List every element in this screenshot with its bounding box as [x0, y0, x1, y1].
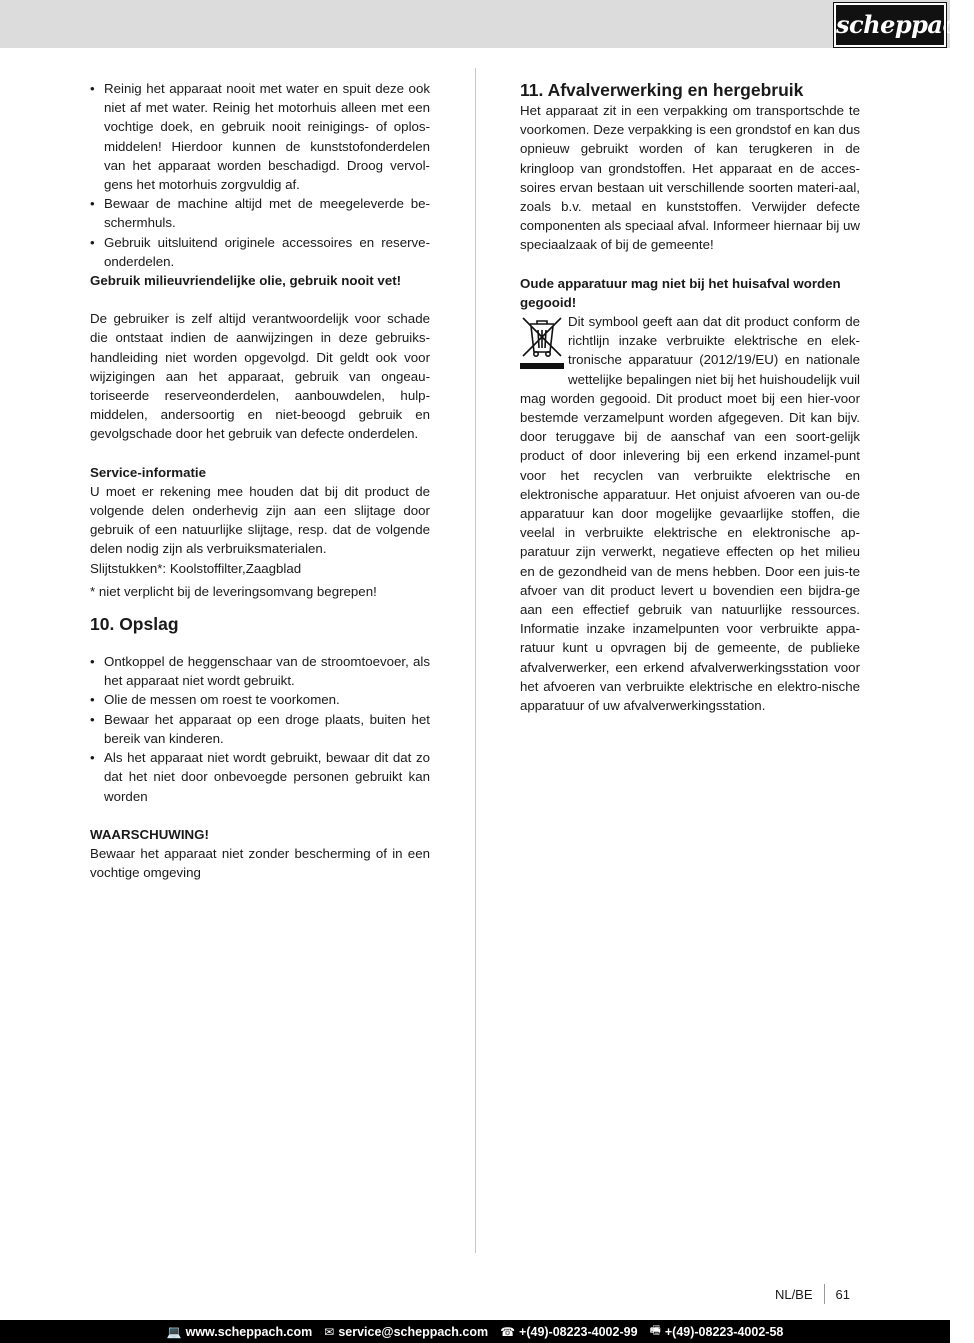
- scheppach-logo: scheppach: [834, 3, 946, 47]
- liability-paragraph: De gebruiker is zelf altijd verantwoordelijk voor schade die ontstaat indien de aanwijzingen in deze gebruiks-handleiding niet worden opgevolgd. Dit geldt ook voor wijzigingen aan het apparaat, gebruik van ongeau-toriseerde reserveonderdelen, aanbouwdelen, hulp-middelen, andersoortig en niet-beoogd gebruik en gevolgschade door het gebruik van defecte onderdelen.: [90, 311, 430, 442]
- list-item: • Bewaar de machine altijd met de meegeleverde be-schermhuls.: [90, 194, 430, 232]
- contact-bar: [0, 1320, 950, 1343]
- list-item: • Ontkoppel de heggenschaar van de stroomtoevoer, als het apparaat niet wordt gebruikt.: [90, 652, 430, 690]
- footer-divider: [824, 1284, 825, 1304]
- fax-icon: 🖷: [649, 1323, 661, 1337]
- weee-heading: Oude apparatuur mag niet bij het huisafval worden gegooid!: [520, 275, 841, 310]
- storage-list: [90, 652, 430, 806]
- disposal-paragraph: Het apparaat zit in een verpakking om transportschde te voorkomen. Deze verpakking is een grondstof en kan dus opnieuw gebruikt worden of kan terugkeren in de kringloop van grondstoffen. Het apparaat en de acces-soires ervan bestaan uit verschillende soorten materi-aal, zoals b.v. metaal en kunststoffen. Verwijder defecte componenten als speciaal afval. Informeer hiernaar bij uw speciaalzaak of bij de gemeente!: [520, 103, 860, 253]
- fax-number: +(49)-08223-4002-58: [664, 1324, 784, 1339]
- list-item: • Reinig het apparaat nooit met water en spuit deze ook niet af met water. Reinig het motorhuis alleen met een vochtige doek, en gebruik nooit reinigings- of oplos-middelen! Hierdoor kunnen de kunststofonderdelen van het apparaat worden beschadigd. Droog vervol-gens het motorhuis zorgvuldig af.: [90, 79, 430, 194]
- weee-paragraph: Dit symbool geeft aan dat dit product conform de richtlijn inzake verbruikte elektrische en elek-tronische apparatuur (2012/19/EU) en nationale wettelijke bepalingen niet bij het huishoudelijk vuil mag worden gegooid. Dit product moet bij een hier-voor bestemde verzamelpunt worden afgegeven. Dit kan bijv. door teruggave bij de aanschaf van een soort-gelijk product of door inlevering bij een erkend inzamel-punt voor het recyclen van verbruikte elektrische en elektronische apparatuur. Het onjuist afvoeren van ou-de apparatuur kan door mogelijke gevaarlijke stoffen, die veelal in verbruikte elektrische en elektronische ap-paratuur zijn verwerkt, negatieve effecten op het milieu en de gezondheid van de mens hebben. Door een juis-te afvoer van dit product levert u bovendien een bijdra-ge aan een effectief gebruik van natuurlijke ressources. Informatie inzake inzamelpunten voor verbruikte appa-ratuur kunt u opvragen bij de gemeente, de publieke afvalverwerker, een erkend afvalverwerkingsstation voor het afvoeren van verbruikte elektrische en elektro-nische apparatuur of uw afvalverwerkingsstation.: [520, 314, 860, 714]
- email-link[interactable]: service@scheppach.com: [338, 1324, 489, 1339]
- storage-heading: 10. Opslag: [90, 614, 179, 635]
- list-item: • Olie de messen om roest te voorkomen.: [90, 690, 430, 709]
- warning-paragraph: Bewaar het apparaat niet zonder bescherming of in een vochtige omgeving: [90, 845, 430, 881]
- phone-number: +(49)-08223-4002-99: [519, 1324, 638, 1339]
- disposal-heading: 11. Afvalverwerking en hergebruik: [520, 80, 804, 100]
- language-code: NL/BE: [774, 1286, 813, 1302]
- cleaning-list: [90, 79, 430, 271]
- right-column: [520, 79, 860, 715]
- wear-parts: Slijtstukken*: Koolstoffilter,Zaagblad: [90, 560, 302, 576]
- page-footer: [775, 1284, 850, 1304]
- warning-heading: WAARSCHUWING!: [90, 826, 209, 842]
- list-item: • Bewaar het apparaat op een droge plaats, buiten het bereik van kinderen.: [90, 710, 430, 748]
- footnote: * niet verplicht bij de leveringsomvang begrepen!: [90, 583, 377, 599]
- oil-note: Gebruik milieuvriendelijke olie, gebruik nooit vet!: [90, 273, 402, 289]
- phone-icon: ☎: [500, 1324, 516, 1339]
- list-item: • Gebruik uitsluitend originele accessoires en reserve-onderdelen.: [90, 233, 430, 271]
- computer-icon: 💻: [166, 1324, 182, 1339]
- mail-icon: ✉: [324, 1324, 335, 1339]
- page-number: 61: [835, 1286, 850, 1302]
- service-paragraph: U moet er rekening mee houden dat bij dit product de volgende delen onderhevig zijn aan een slijtage door gebruik of een natuurlijke slijtage, resp. dat de volgende delen nodig zijn als verbruiksmaterialen.: [90, 483, 430, 557]
- header-bar: [0, 0, 974, 48]
- crossed-out-bin-icon: [520, 314, 564, 370]
- column-divider: [475, 68, 476, 1253]
- list-item: • Als het apparaat niet wordt gebruikt, bewaar dit dat zo dat het niet door onbevoegde personen gebruikt kan worden: [90, 748, 430, 806]
- service-heading: Service-informatie: [90, 464, 207, 480]
- website-link[interactable]: www.scheppach.com: [185, 1324, 313, 1339]
- left-column: [90, 79, 430, 882]
